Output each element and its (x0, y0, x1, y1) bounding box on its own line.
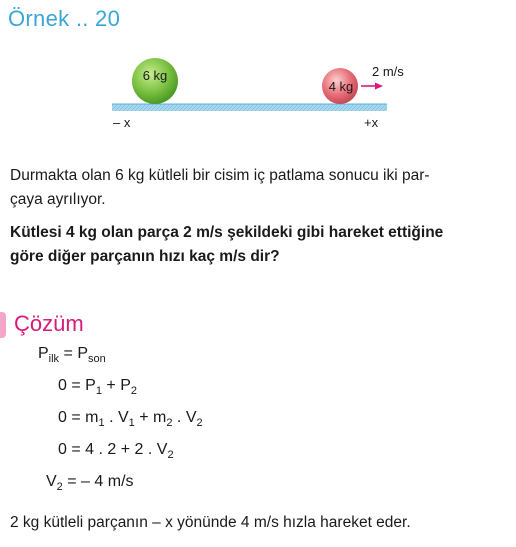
equation-5: $V_2$ = – 4 m/s (46, 473, 134, 494)
solution-marker (0, 312, 6, 338)
problem-statement (10, 164, 510, 212)
problem-line-1: Durmakta olan 6 kg kütleli bir cisim iç patlama sonucu iki par- (10, 167, 430, 184)
equation-1: $P_{ilk} = P_{son}$ (38, 345, 106, 366)
example-title: Örnek .. 20 (8, 6, 121, 31)
equation-4: 0 = 4 . 2 + 2 . $V_2$ (58, 441, 174, 462)
solution-title: Çözüm (14, 311, 84, 336)
question (10, 221, 515, 269)
problem-line-2: çaya ayrılıyor. (10, 191, 106, 208)
axis-neg-label: – x (113, 115, 131, 130)
conclusion-text: 2 kg kütleli parçanın – x yönünde 4 m/s hızla hareket eder. (10, 514, 411, 531)
equation-3: $0 = m_1$ . $V_1 + m_2$ . $V_2$ (58, 409, 203, 430)
equation-2: $0 = P_1 + P_2$ (58, 377, 137, 398)
question-line-2: göre diğer parçanın hızı kaç m/s dir? (10, 248, 280, 265)
question-line-1: Kütlesi 4 kg olan parça 2 m/s şekildeki gibi hareket ettiğine (10, 224, 444, 241)
axis-pos-label: +x (364, 115, 379, 130)
explosion-figure (0, 54, 516, 144)
ground-surface (112, 104, 387, 111)
ball-6kg-label: 6 kg (142, 68, 168, 83)
ball-4kg-label: 4 kg (328, 79, 354, 94)
velocity-label: 2 m/s (372, 64, 404, 79)
velocity-arrow-head (375, 83, 383, 90)
